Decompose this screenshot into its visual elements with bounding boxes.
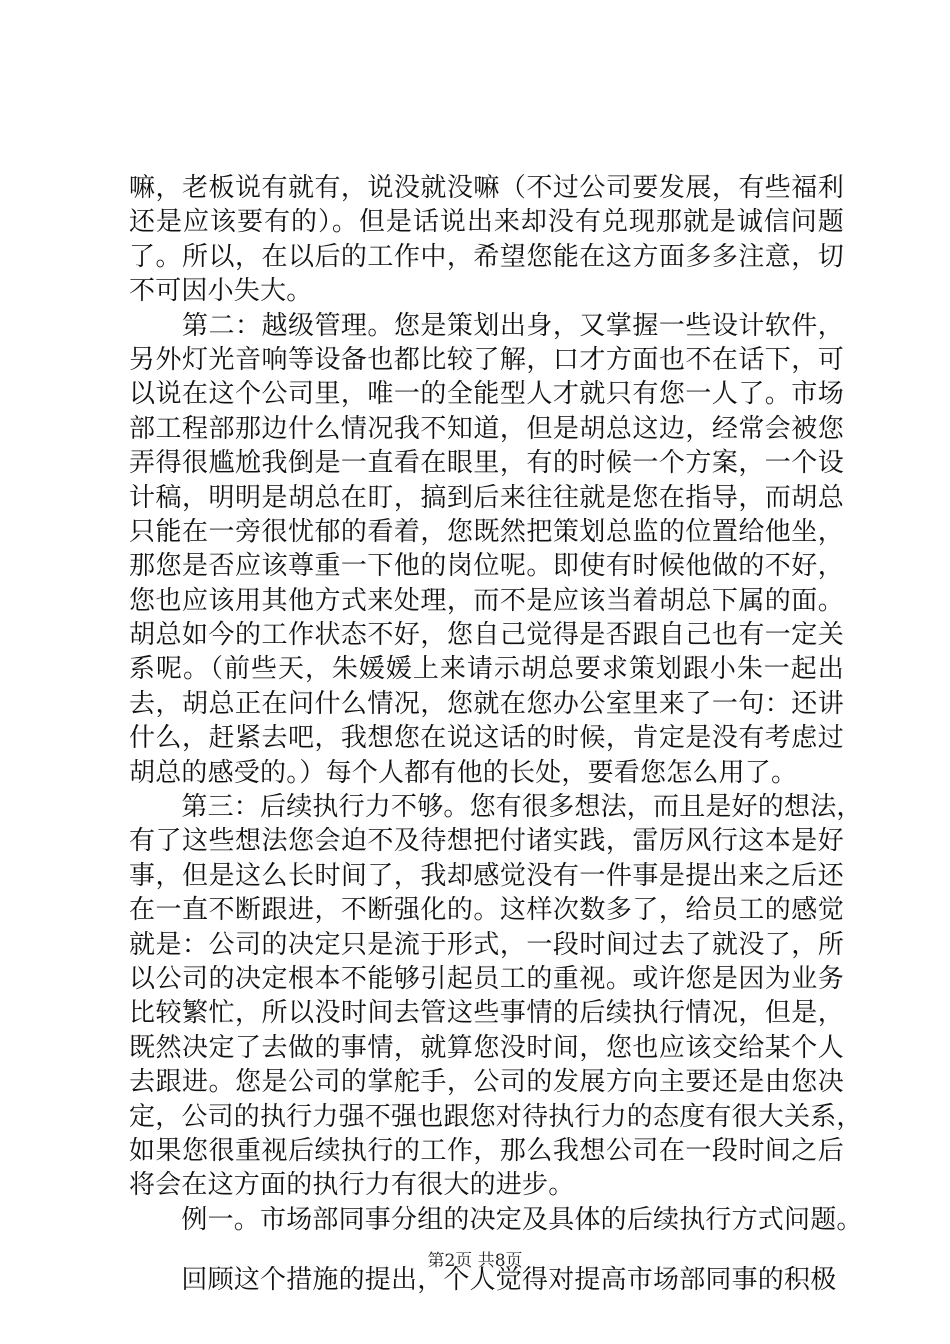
page-number-footer: 第2页 共8页 — [427, 1251, 523, 1271]
text-line: 回顾这个措施的提出，个人觉得对提高市场部同事的积极 — [129, 1265, 837, 1296]
text-line: 比较繁忙，所以没时间去管这些事情的后续执行情况，但是， — [129, 998, 844, 1029]
text-line: 有了这些想法您会迫不及待想把付诸实践，雷厉风行这本是好 — [129, 826, 844, 857]
text-line: 那您是否应该尊重一下他的岗位呢。即使有时候他做的不好， — [129, 551, 844, 582]
text-line: 胡总的感受的。）每个人都有他的长处，要看您怎么用了。 — [129, 757, 798, 788]
text-line: 以公司的决定根本不能够引起员工的重视。或许您是因为业务 — [129, 963, 844, 994]
text-line: 只能在一旁很忧郁的看着，您既然把策划总监的位置给他坐， — [129, 516, 844, 547]
text-line: 例一。市场部同事分组的决定及具体的后续执行方式问题。 — [129, 1204, 863, 1235]
text-line: 既然决定了去做的事情，就算您没时间，您也应该交给某个人 — [129, 1032, 844, 1063]
text-line: 计稿，明明是胡总在盯，搞到后来往往就是您在指导，而胡总 — [129, 482, 844, 513]
text-line: 不可因小失大。 — [129, 276, 313, 307]
text-line: 系呢。（前些天，朱媛媛上来请示胡总要求策划跟小朱一起出 — [129, 654, 844, 685]
text-line: 嘛，老板说有就有，说没就没嘛（不过公司要发展，有些福利 — [129, 173, 844, 203]
text-line: 去，胡总正在问什么情况，您就在您办公室里来了一句：还讲 — [129, 688, 844, 719]
text-line: 您也应该用其他方式来处理，而不是应该当着胡总下属的面。 — [129, 585, 844, 616]
text-line: 第三：后续执行力不够。您有很多想法，而且是好的想法， — [129, 792, 863, 823]
text-line: 以说在这个公司里，唯一的全能型人才就只有您一人了。市场 — [129, 379, 844, 410]
text-line: 部工程部那边什么情况我不知道，但是胡总这边，经常会被您 — [129, 413, 844, 444]
text-line: 事，但是这么长时间了，我却感觉没有一件事是提出来之后还 — [129, 860, 844, 891]
text-line: 了。所以，在以后的工作中，希望您能在这方面多多注意，切 — [129, 241, 844, 272]
text-line: 如果您很重视后续执行的工作，那么我想公司在一段时间之后 — [129, 1135, 844, 1166]
text-line: 去跟进。您是公司的掌舵手，公司的发展方向主要还是由您决 — [129, 1067, 844, 1098]
text-line: 就是：公司的决定只是流于形式，一段时间过去了就没了，所 — [129, 929, 844, 960]
text-line: 定，公司的执行力强不强也跟您对待执行力的态度有很大关系， — [129, 1101, 863, 1132]
text-line: 将会在这方面的执行力有很大的进步。 — [129, 1170, 575, 1201]
text-line: 还是应该要有的）。但是话说出来却没有兑现那就是诚信问题 — [129, 207, 844, 238]
text-line: 弄得很尴尬我倒是一直看在眼里，有的时候一个方案，一个设 — [129, 448, 844, 479]
text-line: 什么，赶紧去吧，我想您在说这话的时候，肯定是没有考虑过 — [129, 723, 844, 754]
text-line: 胡总如今的工作状态不好，您自己觉得是否跟自己也有一定关 — [129, 620, 844, 651]
text-line: 另外灯光音响等设备也都比较了解，口才方面也不在话下，可 — [129, 344, 844, 375]
document-body — [129, 171, 863, 1298]
text-line: 在一直不断跟进，不断强化的。这样次数多了，给员工的感觉 — [129, 895, 844, 926]
text-line: 第二：越级管理。您是策划出身，又掌握一些设计软件， — [129, 310, 844, 341]
